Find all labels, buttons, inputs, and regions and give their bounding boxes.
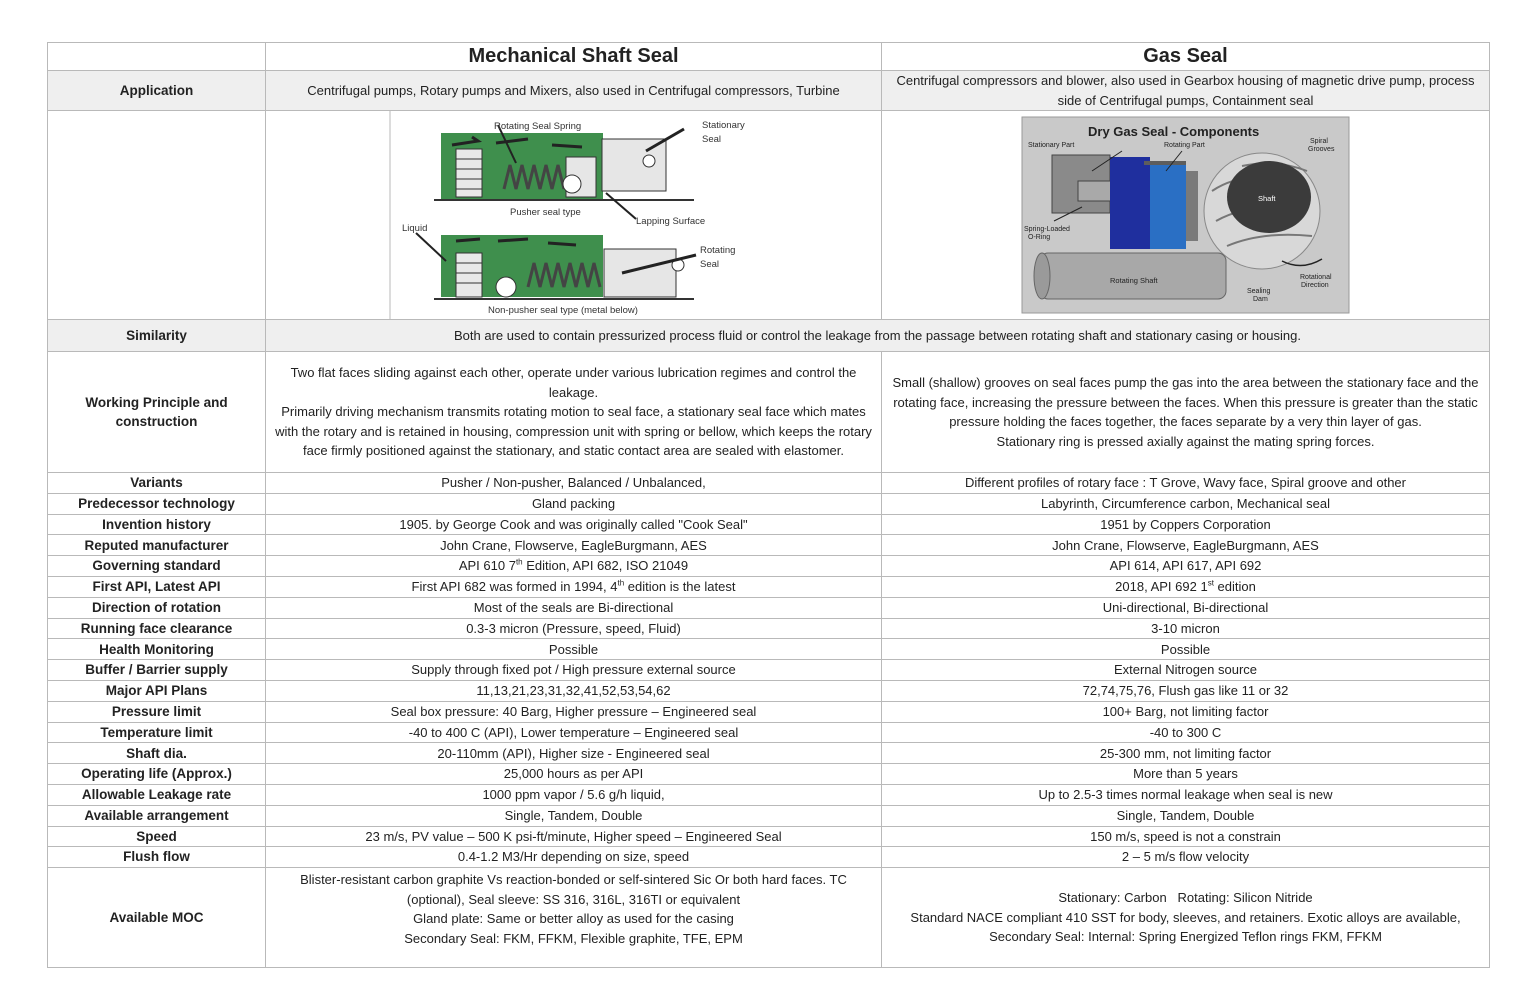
mech-cell: 0.3-3 micron (Pressure, speed, Fluid) bbox=[266, 618, 882, 639]
mechanical-seal-diagram bbox=[266, 111, 882, 319]
row-label: Application bbox=[48, 71, 266, 111]
gas-cell: API 614, API 617, API 692 bbox=[882, 556, 1490, 577]
text-part: First API 682 was formed in 1994, 4 bbox=[411, 579, 618, 595]
table-row bbox=[48, 764, 1490, 785]
label-sealing: Sealing bbox=[1247, 288, 1271, 295]
row-label: Allowable Leakage rate bbox=[48, 784, 266, 805]
moc-line: Stationary: Carbon Rotating: Silicon Nitride bbox=[1058, 890, 1313, 906]
table-row bbox=[48, 514, 1490, 535]
gas-cell: External Nitrogen source bbox=[882, 660, 1490, 681]
row-label: Similarity bbox=[48, 320, 266, 352]
mech-cell: Single, Tandem, Double bbox=[266, 805, 882, 826]
row-label: Variants bbox=[48, 473, 266, 494]
mech-cell: 20-110mm (API), Higher size - Engineered seal bbox=[266, 743, 882, 764]
gas-paragraph: Stationary ring is pressed axially against the mating spring forces. bbox=[996, 433, 1375, 449]
label-rotating-seal-spring: Rotating Seal Spring bbox=[494, 121, 582, 132]
row-label: Available arrangement bbox=[48, 805, 266, 826]
text-part: API 610 7 bbox=[458, 558, 516, 574]
diagram-row bbox=[48, 111, 1490, 320]
label-spring-loaded: Spring-Loaded bbox=[1024, 226, 1070, 233]
mech-cell: Most of the seals are Bi-directional bbox=[266, 597, 882, 618]
moc-line: Blister-resistant carbon graphite Vs reaction-bonded or self-sintered Sic Or both hard faces. TC (optional), Seal sleeve: SS 316, 316L, 316TI or equivalent bbox=[300, 872, 847, 907]
row-label: Flush flow bbox=[48, 847, 266, 868]
text-part: Edition, API 682, ISO 21049 bbox=[522, 558, 689, 574]
text-part: edition bbox=[1213, 579, 1256, 595]
gas-cell: 1951 by Coppers Corporation bbox=[882, 514, 1490, 535]
row-label: Temperature limit bbox=[48, 722, 266, 743]
superscript: th bbox=[515, 558, 523, 567]
gas-cell: -40 to 300 C bbox=[882, 722, 1490, 743]
table-row bbox=[48, 743, 1490, 764]
label-rotating-shaft: Rotating Shaft bbox=[1110, 276, 1158, 285]
gas-cell: 2 – 5 m/s flow velocity bbox=[882, 847, 1490, 868]
mech-cell bbox=[266, 868, 882, 968]
table-row bbox=[48, 701, 1490, 722]
working-principle-row bbox=[48, 352, 1490, 473]
row-label: Governing standard bbox=[48, 556, 266, 577]
mech-diagram-cell bbox=[266, 111, 882, 320]
label-stationary-part: Stationary Part bbox=[1028, 142, 1075, 149]
gas-diagram-cell bbox=[882, 111, 1490, 320]
label-o-ring: O-Ring bbox=[1028, 234, 1051, 241]
mech-cell: 1000 ppm vapor / 5.6 g/h liquid, bbox=[266, 784, 882, 805]
label-dam: Dam bbox=[1253, 296, 1268, 303]
comparison-table bbox=[47, 42, 1490, 968]
label-rotating: Rotating bbox=[700, 245, 736, 256]
gas-cell: 100+ Barg, not limiting factor bbox=[882, 701, 1490, 722]
gas-cell: Different profiles of rotary face : T Grove, Wavy face, Spiral groove and other bbox=[882, 473, 1490, 494]
table-row bbox=[48, 597, 1490, 618]
gas-cell: John Crane, Flowserve, EagleBurgmann, AES bbox=[882, 535, 1490, 556]
label-rotating-part: Rotating Part bbox=[1164, 142, 1205, 149]
label-spiral: Spiral bbox=[1310, 138, 1328, 145]
label-non-pusher-seal-type: Non-pusher seal type (metal below) bbox=[488, 305, 638, 316]
row-label: Pressure limit bbox=[48, 701, 266, 722]
superscript: st bbox=[1207, 578, 1214, 588]
label-seal: Seal bbox=[702, 134, 722, 145]
table-row bbox=[48, 556, 1490, 577]
row-label: Predecessor technology bbox=[48, 493, 266, 514]
table-row bbox=[48, 473, 1490, 494]
table-row bbox=[48, 535, 1490, 556]
row-label: Major API Plans bbox=[48, 680, 266, 701]
gas-cell bbox=[882, 576, 1490, 597]
table-row bbox=[48, 784, 1490, 805]
row-label: Buffer / Barrier supply bbox=[48, 660, 266, 681]
label-pusher-seal-type: Pusher seal type bbox=[510, 207, 581, 218]
table-row bbox=[48, 826, 1490, 847]
header-row bbox=[48, 43, 1490, 71]
mech-paragraph: Two flat faces sliding against each other, operate under various lubrication regimes and control the leakage. bbox=[290, 365, 857, 400]
mech-cell: Supply through fixed pot / High pressure external source bbox=[266, 660, 882, 681]
row-label: Invention history bbox=[48, 514, 266, 535]
mech-cell: 11,13,21,23,31,32,41,52,53,54,62 bbox=[266, 680, 882, 701]
dry-gas-seal-diagram bbox=[882, 111, 1490, 319]
gas-cell bbox=[882, 352, 1490, 473]
label-rotational: Rotational bbox=[1300, 274, 1332, 281]
table-row bbox=[48, 847, 1490, 868]
similarity-cell: Both are used to contain pressurized process fluid or control the leakage from the passage between rotating shaft and stationary casing or housing. bbox=[266, 320, 1490, 352]
table-row bbox=[48, 680, 1490, 701]
table-row bbox=[48, 639, 1490, 660]
table-row bbox=[48, 805, 1490, 826]
label-grooves: Grooves bbox=[1308, 146, 1335, 153]
label-lapping-surface: Lapping Surface bbox=[636, 216, 706, 227]
mech-paragraph: Primarily driving mechanism transmits rotating motion to seal face, a stationary seal face which mates with the rotary and is retained in housing, compression unit with spring or bellow, which keeps the rotary face firmly positioned against the stationary, and static contact area are sealed with elastomer. bbox=[275, 404, 872, 459]
label-stationary: Stationary bbox=[702, 120, 745, 131]
label-shaft: Shaft bbox=[1258, 194, 1276, 203]
mech-cell: Centrifugal pumps, Rotary pumps and Mixers, also used in Centrifugal compressors, Turbine bbox=[266, 71, 882, 111]
gas-cell: 25-300 mm, not limiting factor bbox=[882, 743, 1490, 764]
gas-cell: Uni-directional, Bi-directional bbox=[882, 597, 1490, 618]
gas-cell: 3-10 micron bbox=[882, 618, 1490, 639]
gas-paragraph: Small (shallow) grooves on seal faces pump the gas into the area between the stationary face and the rotating face, increasing the pressure between the faces. When this pressure is greater than the static pressure holding the faces together, the faces separate by a very thin layer of gas. bbox=[892, 375, 1479, 429]
row-label: Direction of rotation bbox=[48, 597, 266, 618]
mech-cell: 1905. by George Cook and was originally called "Cook Seal" bbox=[266, 514, 882, 535]
mech-cell: John Crane, Flowserve, EagleBurgmann, AES bbox=[266, 535, 882, 556]
mech-cell: Pusher / Non-pusher, Balanced / Unbalanced, bbox=[266, 473, 882, 494]
gas-cell: Up to 2.5-3 times normal leakage when seal is new bbox=[882, 784, 1490, 805]
mech-cell: 0.4-1.2 M3/Hr depending on size, speed bbox=[266, 847, 882, 868]
moc-line: Gland plate: Same or better alloy as used for the casing bbox=[413, 911, 734, 927]
gas-cell: Possible bbox=[882, 639, 1490, 660]
gas-cell: Labyrinth, Circumference carbon, Mechanical seal bbox=[882, 493, 1490, 514]
moc-line: Standard NACE compliant 410 SST for body, sleeves, and retainers. Exotic alloys are available, Secondary Seal: Internal: Spring Energized Teflon rings FKM, FFKM bbox=[910, 909, 1461, 945]
mech-cell: 25,000 hours as per API bbox=[266, 764, 882, 785]
gas-cell bbox=[882, 868, 1490, 968]
row-label: Speed bbox=[48, 826, 266, 847]
row-label: Health Monitoring bbox=[48, 639, 266, 660]
gas-cell: 150 m/s, speed is not a constrain bbox=[882, 826, 1490, 847]
moc-row bbox=[48, 868, 1490, 968]
header-gas-seal: Gas Seal bbox=[882, 43, 1490, 71]
superscript: th bbox=[617, 578, 625, 588]
gas-cell: More than 5 years bbox=[882, 764, 1490, 785]
label-seal-2: Seal bbox=[700, 259, 720, 270]
gas-cell: Centrifugal compressors and blower, also used in Gearbox housing of magnetic drive pump, process side of Centrifugal pumps, Containment seal bbox=[882, 71, 1490, 111]
gas-cell: 72,74,75,76, Flush gas like 11 or 32 bbox=[882, 680, 1490, 701]
mech-cell: Seal box pressure: 40 Barg, Higher pressure – Engineered seal bbox=[266, 701, 882, 722]
table-row bbox=[48, 722, 1490, 743]
similarity-row bbox=[48, 320, 1490, 352]
table-row bbox=[48, 618, 1490, 639]
mech-cell bbox=[266, 352, 882, 473]
row-label: Running face clearance bbox=[48, 618, 266, 639]
mech-cell: -40 to 400 C (API), Lower temperature – Engineered seal bbox=[266, 722, 882, 743]
row-label: Reputed manufacturer bbox=[48, 535, 266, 556]
row-label: Operating life (Approx.) bbox=[48, 764, 266, 785]
row-label: First API, Latest API bbox=[48, 576, 266, 597]
label-direction: Direction bbox=[1301, 282, 1329, 289]
header-mechanical-shaft-seal: Mechanical Shaft Seal bbox=[266, 43, 882, 71]
gas-diagram-title: Dry Gas Seal - Components bbox=[1088, 124, 1260, 139]
application-row bbox=[48, 71, 1490, 111]
mech-cell bbox=[266, 556, 882, 577]
row-label: Working Principle and construction bbox=[48, 352, 266, 473]
table-row bbox=[48, 660, 1490, 681]
label-liquid: Liquid bbox=[402, 223, 428, 234]
diagram-empty-cell bbox=[48, 111, 266, 320]
row-label: Shaft dia. bbox=[48, 743, 266, 764]
mech-cell: Gland packing bbox=[266, 493, 882, 514]
mech-cell: Possible bbox=[266, 639, 882, 660]
mech-cell: 23 m/s, PV value – 500 K psi-ft/minute, Higher speed – Engineered Seal bbox=[266, 826, 882, 847]
moc-line: Secondary Seal: FKM, FFKM, Flexible graphite, TFE, EPM bbox=[404, 930, 743, 946]
gas-cell: Single, Tandem, Double bbox=[882, 805, 1490, 826]
text-part: edition is the latest bbox=[624, 579, 736, 595]
table-row bbox=[48, 493, 1490, 514]
mech-cell bbox=[266, 576, 882, 597]
header-empty-cell bbox=[48, 43, 266, 71]
table-row bbox=[48, 576, 1490, 597]
row-label: Available MOC bbox=[48, 868, 266, 968]
text-part: 2018, API 692 1 bbox=[1115, 579, 1208, 595]
